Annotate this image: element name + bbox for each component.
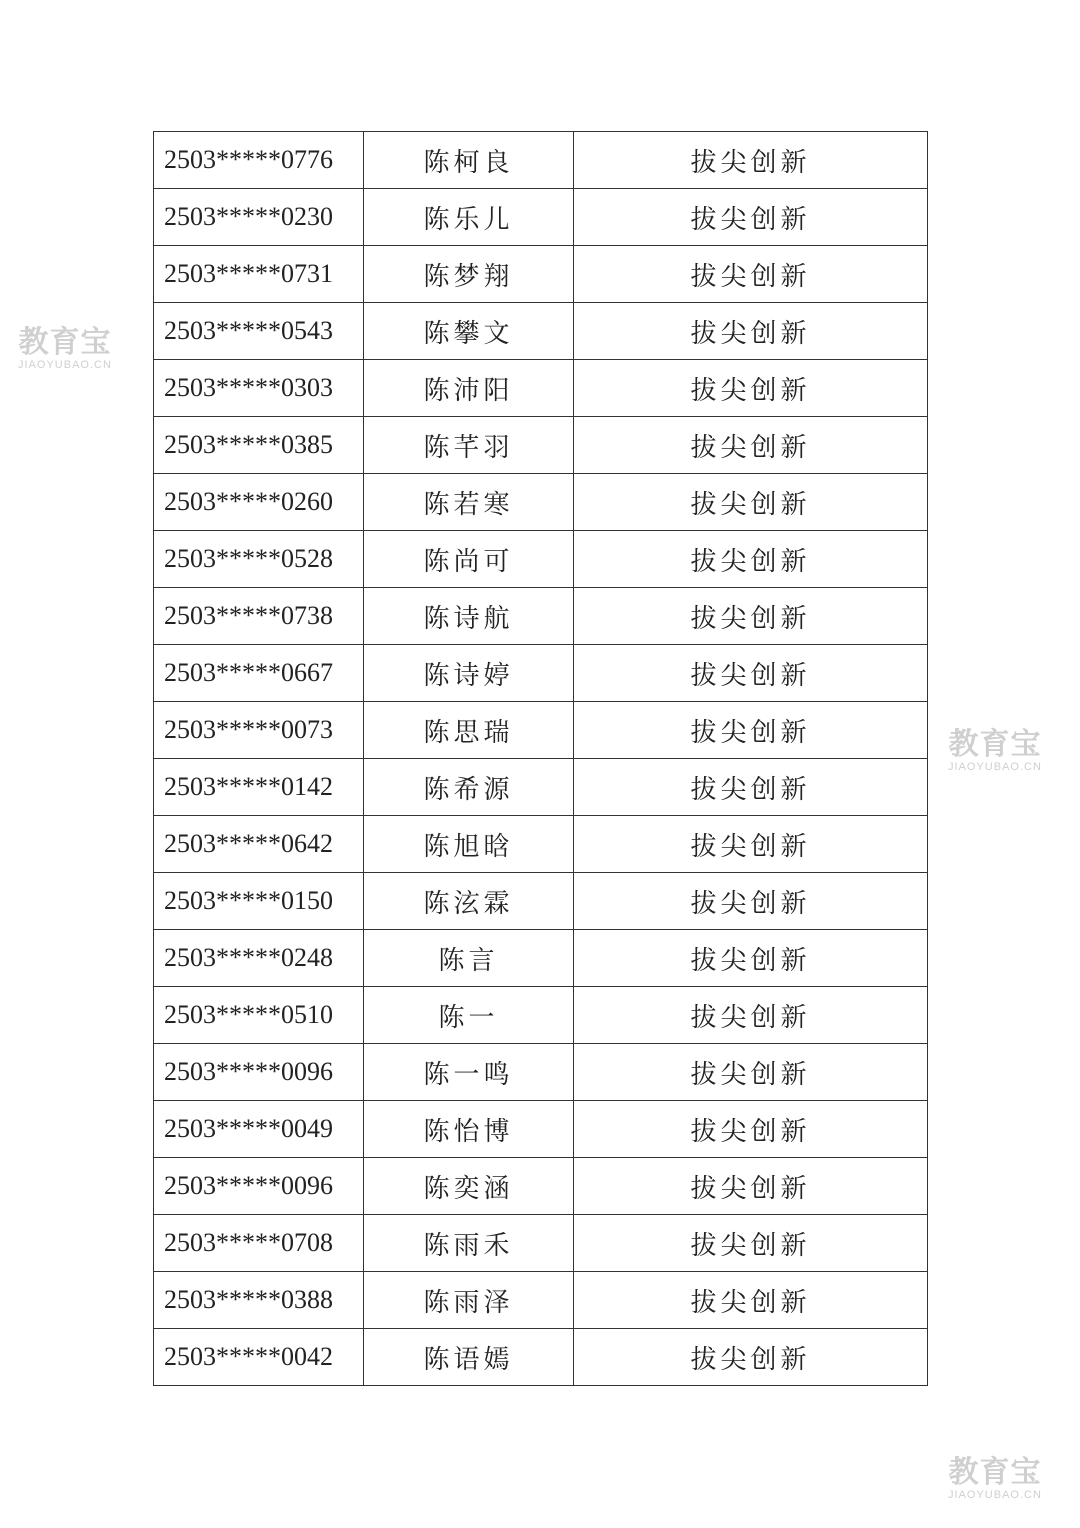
student-id-cell: 2503*****0096: [154, 1158, 364, 1215]
watermark-logo: [948, 727, 1042, 773]
student-id-cell: 2503*****0096: [154, 1044, 364, 1101]
student-name-cell: 陈若寒: [364, 474, 574, 531]
table-row: [154, 132, 928, 189]
category-cell: 拔尖创新: [574, 474, 928, 531]
student-id-cell: 2503*****0248: [154, 930, 364, 987]
watermark-brand-cn: 教育宝: [948, 1455, 1042, 1490]
table-row: [154, 759, 928, 816]
student-name-cell: 陈芊羽: [364, 417, 574, 474]
table-row: [154, 360, 928, 417]
category-cell: 拔尖创新: [574, 1329, 928, 1386]
table-row: [154, 702, 928, 759]
table-body: [154, 132, 928, 1386]
student-id-cell: 2503*****0667: [154, 645, 364, 702]
student-name-cell: 陈诗航: [364, 588, 574, 645]
student-name-cell: 陈柯良: [364, 132, 574, 189]
student-id-cell: 2503*****0303: [154, 360, 364, 417]
watermark-logo: [18, 325, 112, 371]
watermark-brand-cn: 教育宝: [18, 325, 112, 360]
table-row: [154, 930, 928, 987]
student-id-cell: 2503*****0385: [154, 417, 364, 474]
table-row: [154, 303, 928, 360]
category-cell: 拔尖创新: [574, 987, 928, 1044]
category-cell: 拔尖创新: [574, 360, 928, 417]
category-cell: 拔尖创新: [574, 1044, 928, 1101]
category-cell: 拔尖创新: [574, 417, 928, 474]
student-id-cell: 2503*****0776: [154, 132, 364, 189]
student-name-cell: 陈泫霖: [364, 873, 574, 930]
student-name-cell: 陈奕涵: [364, 1158, 574, 1215]
table-row: [154, 873, 928, 930]
student-name-cell: 陈语嫣: [364, 1329, 574, 1386]
table-row: [154, 417, 928, 474]
student-name-cell: 陈怡博: [364, 1101, 574, 1158]
student-name-cell: 陈一鸣: [364, 1044, 574, 1101]
table-row: [154, 1044, 928, 1101]
student-name-cell: 陈言: [364, 930, 574, 987]
student-name-cell: 陈乐儿: [364, 189, 574, 246]
admission-list-table: [153, 131, 928, 1386]
table-row: [154, 1158, 928, 1215]
watermark-brand-cn: 教育宝: [948, 727, 1042, 762]
category-cell: 拔尖创新: [574, 930, 928, 987]
student-id-cell: 2503*****0708: [154, 1215, 364, 1272]
table-row: [154, 987, 928, 1044]
watermark-brand-en: JIAOYUBAO.CN: [948, 761, 1042, 773]
category-cell: 拔尖创新: [574, 816, 928, 873]
student-id-cell: 2503*****0543: [154, 303, 364, 360]
student-id-cell: 2503*****0388: [154, 1272, 364, 1329]
category-cell: 拔尖创新: [574, 132, 928, 189]
student-id-cell: 2503*****0738: [154, 588, 364, 645]
student-id-cell: 2503*****0642: [154, 816, 364, 873]
table-row: [154, 588, 928, 645]
category-cell: 拔尖创新: [574, 1215, 928, 1272]
category-cell: 拔尖创新: [574, 873, 928, 930]
table-row: [154, 474, 928, 531]
category-cell: 拔尖创新: [574, 531, 928, 588]
category-cell: 拔尖创新: [574, 588, 928, 645]
table-row: [154, 246, 928, 303]
student-name-cell: 陈梦翔: [364, 246, 574, 303]
student-id-cell: 2503*****0042: [154, 1329, 364, 1386]
watermark-brand-en: JIAOYUBAO.CN: [18, 359, 112, 371]
category-cell: 拔尖创新: [574, 1272, 928, 1329]
student-name-cell: 陈雨禾: [364, 1215, 574, 1272]
watermark-logo: [948, 1455, 1042, 1501]
student-id-cell: 2503*****0230: [154, 189, 364, 246]
student-name-cell: 陈雨泽: [364, 1272, 574, 1329]
student-name-cell: 陈尚可: [364, 531, 574, 588]
table-row: [154, 1101, 928, 1158]
table-row: [154, 1272, 928, 1329]
table-row: [154, 816, 928, 873]
table-row: [154, 1215, 928, 1272]
category-cell: 拔尖创新: [574, 1158, 928, 1215]
table-row: [154, 531, 928, 588]
student-id-cell: 2503*****0260: [154, 474, 364, 531]
student-id-cell: 2503*****0073: [154, 702, 364, 759]
student-id-cell: 2503*****0731: [154, 246, 364, 303]
table-row: [154, 1329, 928, 1386]
category-cell: 拔尖创新: [574, 702, 928, 759]
student-name-cell: 陈一: [364, 987, 574, 1044]
watermark-brand-en: JIAOYUBAO.CN: [948, 1489, 1042, 1501]
category-cell: 拔尖创新: [574, 1101, 928, 1158]
category-cell: 拔尖创新: [574, 759, 928, 816]
category-cell: 拔尖创新: [574, 189, 928, 246]
category-cell: 拔尖创新: [574, 303, 928, 360]
category-cell: 拔尖创新: [574, 645, 928, 702]
table-row: [154, 645, 928, 702]
student-name-cell: 陈诗婷: [364, 645, 574, 702]
student-name-cell: 陈沛阳: [364, 360, 574, 417]
student-name-cell: 陈攀文: [364, 303, 574, 360]
category-cell: 拔尖创新: [574, 246, 928, 303]
student-name-cell: 陈旭晗: [364, 816, 574, 873]
table-row: [154, 189, 928, 246]
student-id-cell: 2503*****0142: [154, 759, 364, 816]
student-name-cell: 陈希源: [364, 759, 574, 816]
student-id-cell: 2503*****0510: [154, 987, 364, 1044]
student-name-cell: 陈思瑞: [364, 702, 574, 759]
student-id-cell: 2503*****0528: [154, 531, 364, 588]
student-id-cell: 2503*****0150: [154, 873, 364, 930]
student-id-cell: 2503*****0049: [154, 1101, 364, 1158]
